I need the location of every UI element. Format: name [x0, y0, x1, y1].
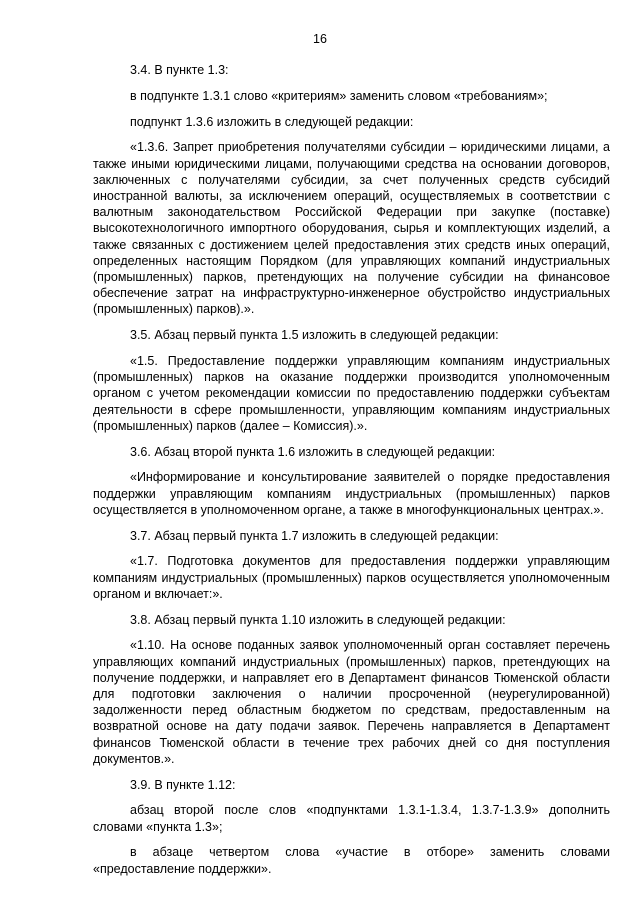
paragraph-3-6-heading: 3.6. Абзац второй пункта 1.6 изложить в следующей редакции: — [130, 444, 496, 459]
paragraph-quote-1-10: «1.10. На основе поданных заявок уполномоченный орган составляет перечень управляющих компаний индустриальных (промышленных) парков, претендующих на получение поддержки, и направляет его в Департамент финансов Тюменской области для подготовки заключения о наличии просроченной (неурегулированной) задолженности перед областным бюджетом по средствам, предоставленным на возвратной основе на дату подачи заявок. Перечень направляется в Департамент финансов Тюменской области в течение трех рабочих дней со дня поступления документов.». — [93, 638, 610, 766]
page-number: 16 — [313, 32, 327, 46]
paragraph-amend-1-12-second: абзац второй после слов «подпунктами 1.3.1-1.3.4, 1.3.7-1.3.9» дополнить словами «пункта 1.3»; — [93, 803, 610, 834]
paragraph-3-4-heading: 3.4. В пункте 1.3: — [130, 63, 229, 77]
paragraph-3-9-heading: 3.9. В пункте 1.12: — [130, 777, 236, 792]
paragraph-quote-1-5: «1.5. Предоставление поддержки управляющим компаниям индустриальных (промышленных) парков на оказание поддержки производится уполномоченным органом с учетом рекомендации комиссии по предоставлению поддержки субъектам деятельности в сфере промышленности, управляющим компаниям индустриальных (промышленных) парков (далее – Комиссия).». — [93, 354, 610, 433]
document-body — [93, 62, 610, 886]
paragraph-amend-1-12-fourth: в абзаце четвертом слова «участие в отборе» заменить словами «предоставление поддержки». — [93, 845, 610, 876]
paragraph-3-8-heading: 3.8. Абзац первый пункта 1.10 изложить в следующей редакции: — [130, 612, 506, 627]
paragraph-quote-1-7: «1.7. Подготовка документов для предоставления поддержки управляющим компаниям индустриальных (промышленных) парков осуществляется уполномоченным органом и включает:». — [93, 554, 610, 601]
paragraph-amend-1-3-1: в подпункте 1.3.1 слово «критериям» заменить словом «требованиям»; — [130, 88, 548, 103]
paragraph-amend-1-3-6-intro: подпункт 1.3.6 изложить в следующей редакции: — [130, 114, 414, 129]
paragraph-quote-1-6: «Информирование и консультирование заявителей о порядке предоставления поддержки управляющим компаниям индустриальных (промышленных) парков осуществляется в уполномоченном органе, а также в многофункциональных центрах.». — [93, 470, 610, 517]
paragraph-3-7-heading: 3.7. Абзац первый пункта 1.7 изложить в следующей редакции: — [130, 528, 499, 543]
paragraph-quote-1-3-6: «1.3.6. Запрет приобретения получателями субсидии – юридическими лицами, а также иными юридическими лицами, получающими средства на основании договоров, заключенных с получателями субсидии, за счет полученных средств субсидий иностранной валюты, за исключением операций, осуществляемых в соответствии с валютным законодательством Российской Федерации при закупке (поставке) высокотехнологичного импортного оборудования, сырья и комплектующих изделий, а также связанных с достижением целей предоставления этих средств иных операций, определенных настоящим Порядком (для управляющих компаний индустриальных (промышленных) парков, претендующих на получение субсидии на финансовое обеспечение затрат на инфраструктурно-инженерное обустройство индустриальных (промышленных) парков).». — [93, 140, 610, 317]
paragraph-3-5-heading: 3.5. Абзац первый пункта 1.5 изложить в следующей редакции: — [130, 328, 499, 343]
